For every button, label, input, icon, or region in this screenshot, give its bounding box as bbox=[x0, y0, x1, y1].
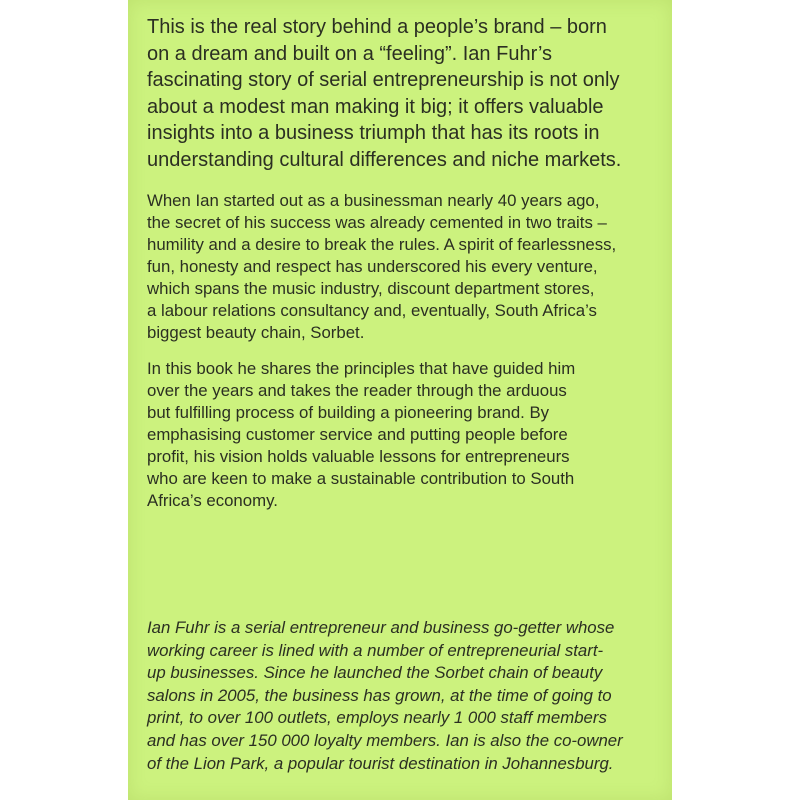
blurb-line: understanding cultural differences and niche markets. bbox=[147, 148, 622, 171]
blurb-line: fun, honesty and respect has underscored his every venture, bbox=[147, 256, 598, 276]
blurb-line: profit, his vision holds valuable lessons for entrepreneurs bbox=[147, 446, 570, 466]
author-bio-line: of the Lion Park, a popular tourist destination in Johannesburg. bbox=[147, 753, 614, 773]
blurb-line: over the years and takes the reader through the arduous bbox=[147, 380, 567, 400]
author-bio-line: Ian Fuhr is a serial entrepreneur and business go-getter whose bbox=[147, 618, 615, 637]
blurb-line: about a modest man making it big; it offers valuable bbox=[147, 95, 604, 118]
blurb-line: emphasising customer service and putting people before bbox=[147, 424, 568, 444]
blurb-line: This is the real story behind a people’s brand – born bbox=[147, 16, 607, 38]
blurb-line: but fulfilling process of building a pioneering brand. By bbox=[147, 402, 550, 422]
blurb-line: who are keen to make a sustainable contribution to South bbox=[147, 468, 575, 488]
blurb-line: insights into a business triumph that has its roots in bbox=[147, 122, 600, 145]
author-bio-line: print, to over 100 outlets, employs nearly 1 000 staff members bbox=[147, 708, 607, 728]
blurb-line: fascinating story of serial entrepreneurship is not only bbox=[147, 69, 620, 92]
author-bio bbox=[147, 617, 672, 775]
blurb-line: the secret of his success was already cemented in two traits – bbox=[147, 212, 607, 232]
blurb-line: When Ian started out as a businessman nearly 40 years ago, bbox=[147, 190, 600, 210]
blurb-lead-paragraph bbox=[147, 14, 667, 174]
blurb-line: a labour relations consultancy and, eventually, South Africa’s bbox=[147, 300, 597, 320]
blurb-paragraph-3 bbox=[147, 358, 667, 512]
blurb bbox=[147, 14, 667, 526]
blurb-line: on a dream and built on a “feeling”. Ian Fuhr’s bbox=[147, 42, 553, 65]
blurb-paragraph-2 bbox=[147, 190, 667, 344]
blurb-line: In this book he shares the principles that have guided him bbox=[147, 358, 576, 378]
blurb-line: biggest beauty chain, Sorbet. bbox=[147, 322, 365, 342]
blurb-line: which spans the music industry, discount department stores, bbox=[147, 278, 595, 298]
blurb-line: humility and a desire to break the rules. A spirit of fearlessness, bbox=[147, 234, 617, 254]
author-bio-line: working career is lined with a number of entrepreneurial start- bbox=[147, 640, 604, 660]
author-bio-line: up businesses. Since he launched the Sorbet chain of beauty bbox=[147, 663, 603, 683]
author-bio-line: salons in 2005, the business has grown, at the time of going to bbox=[147, 685, 612, 705]
author-bio-line: and has over 150 000 loyalty members. Ian is also the co-owner bbox=[147, 730, 623, 750]
blurb-line: Africa’s economy. bbox=[147, 490, 278, 510]
